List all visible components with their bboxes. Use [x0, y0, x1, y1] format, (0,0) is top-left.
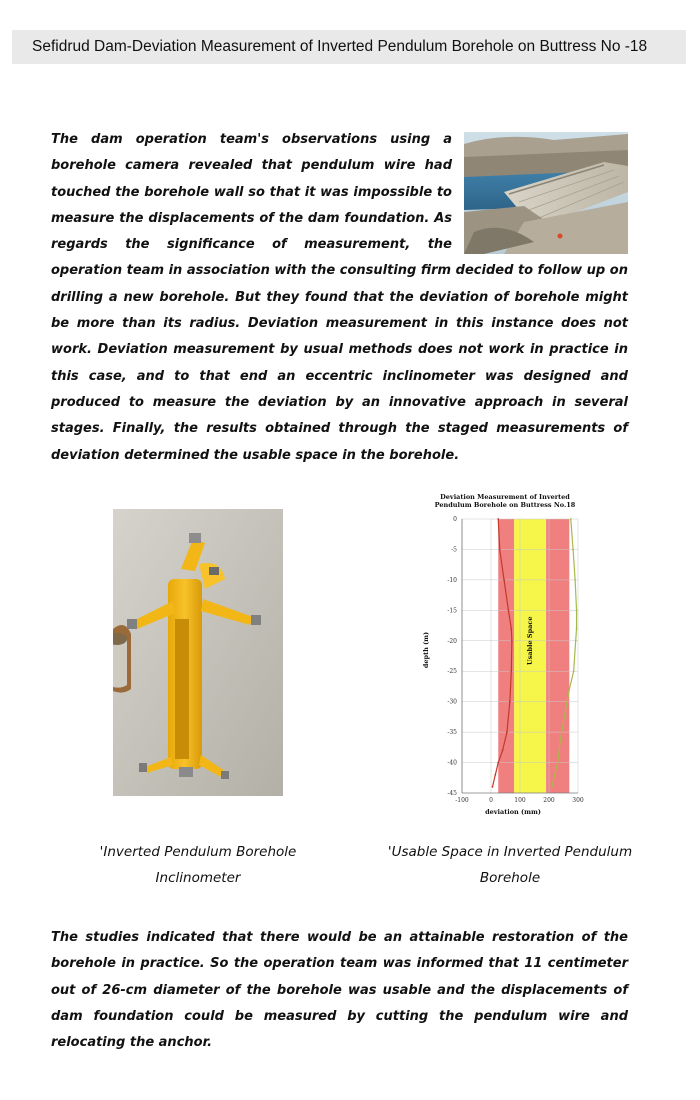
chart-title-line-1: Deviation Measurement of Inverted [440, 493, 570, 501]
series-2-point [574, 579, 576, 581]
series-2-point [560, 737, 562, 739]
series-2-point [572, 549, 574, 551]
y-tick-label: 0 [453, 516, 457, 523]
page-title: Sefidrud Dam-Deviation Measurement of Inverted Pendulum Borehole on Buttress No -18 [32, 38, 648, 55]
series-1-point [511, 640, 513, 642]
series-2-point [557, 762, 559, 764]
inclinometer-photo [113, 509, 283, 796]
chart-title-line-2: Pendulum Borehole on Buttress No.18 [434, 501, 576, 509]
y-tick-label: -15 [447, 607, 457, 615]
deviation-chart [420, 490, 590, 820]
y-tick-label: -25 [447, 668, 457, 676]
intro-paragraph: The dam operation team's observations using a borehole camera revealed that pendulum wire had touched the borehole wall so that it was impossible to measure the displacements of the dam foundation. As regards the significance of measurement, the operation team in association with the consulting firm decided to follow up on drilling a new borehole. But they found that the deviation of borehole might be more than its radius. Deviation measurement in this instance does not work. Deviation measurement by usual methods does not work in practice in this case, and to that end an eccentric inclinometer was designed and produced to measure the deviation by an innovative approach in several stages. Finally, the results obtained through the staged measurements of deviation determined the usable space in the borehole. [51, 132, 628, 463]
inclinometer-caption: 'Inverted Pendulum Borehole Inclinometer [99, 844, 297, 886]
y-tick-label: -5 [451, 546, 457, 554]
x-axis-label: deviation (mm) [485, 808, 541, 816]
series-1-point [494, 774, 496, 776]
x-tick-label: 200 [543, 797, 555, 804]
series-1-point [492, 786, 494, 788]
series-2-point [575, 640, 577, 642]
series-1-point [509, 701, 511, 703]
series-1-point [508, 609, 510, 611]
series-2-point [570, 518, 572, 520]
dam-photo [464, 132, 628, 254]
series-2-point [564, 713, 566, 715]
y-tick-label: -45 [447, 790, 457, 797]
series-2-point [573, 670, 575, 672]
series-1-point [502, 749, 504, 751]
series-2-point [576, 609, 578, 611]
series-1-point [499, 549, 501, 551]
y-tick-label: -10 [447, 576, 457, 584]
x-tick-label: 0 [489, 797, 493, 804]
y-axis-label: depth (m) [422, 631, 430, 669]
x-tick-label: 300 [572, 797, 584, 804]
usable-space-label: Usable Space [526, 616, 535, 666]
x-tick-label: -100 [455, 797, 469, 804]
series-1-point [497, 762, 499, 764]
conclusion-section [51, 925, 628, 1056]
series-2-point [568, 689, 570, 691]
x-tick-label: 100 [514, 797, 526, 804]
series-1-point [506, 731, 508, 733]
series-1-point [497, 518, 499, 520]
series-1-point [510, 670, 512, 672]
series-1-point [510, 628, 512, 630]
conclusion-paragraph: The studies indicated that there would be an attainable restoration of the borehole in practice. So the operation team was informed that 11 centimeter out of 26-cm diameter of the borehole was usable and the displacements of dam foundation could be measured by cutting the pendulum wire and relocating the anchor. [51, 930, 628, 1051]
chart-band-2 [546, 519, 569, 793]
series-2-point [576, 628, 578, 630]
intro-section [51, 127, 628, 469]
y-tick-label: -35 [447, 729, 457, 737]
page-header [12, 30, 686, 64]
usable-space-caption: 'Usable Space in Inverted Pendulum Borehole [387, 844, 633, 886]
y-tick-label: -30 [447, 698, 457, 706]
y-tick-label: -40 [447, 759, 457, 767]
y-tick-label: -20 [447, 637, 457, 645]
series-2-point [551, 786, 553, 788]
series-1-point [503, 579, 505, 581]
series-2-point [554, 774, 556, 776]
